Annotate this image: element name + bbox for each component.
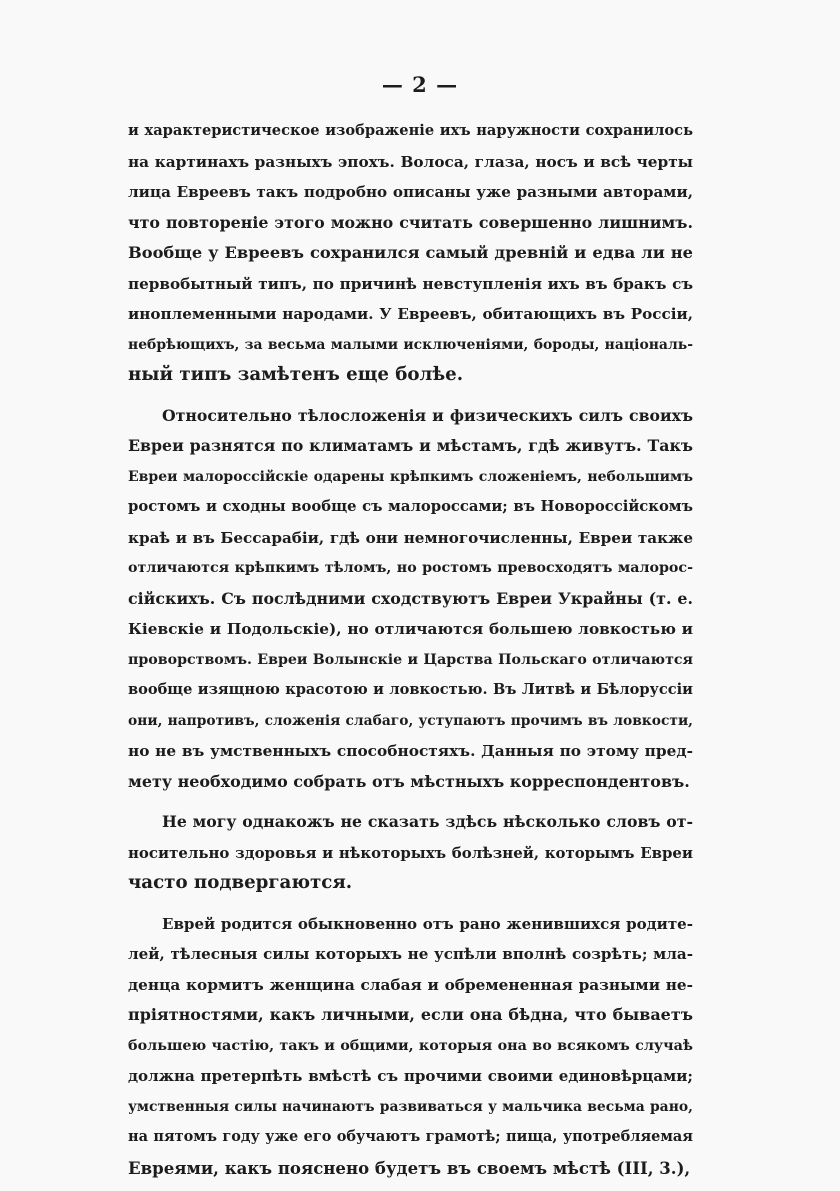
text-line: носительно здоровья и нѣкоторыхъ болѣзней, которымъ Евреи (128, 843, 693, 862)
text-line: небрѣющихъ, за весьма малыми исключеніями, бороды, національ- (128, 336, 693, 353)
text-line: Евреями, какъ пояснено будетъ въ своемъ мѣстѣ (III, 3.), (128, 1157, 691, 1178)
text-line: вообще изящною красотою и ловкостью. Въ Литвѣ и Бѣлоруссіи (128, 681, 693, 698)
text-line: на картинахъ разныхъ эпохъ. Волоса, глаза, носъ и всѣ черты (128, 152, 693, 171)
page-number: — 2 — (381, 72, 459, 97)
text-line: сійскихъ. Съ послѣдними сходствуютъ Евреи Украйны (т. е. (128, 588, 693, 608)
text-line: денца кормитъ женщина слабая и обремененная разными не- (128, 975, 693, 994)
text-line: Евреи малороссійскіе одарены крѣпкимъ сложеніемъ, небольшимъ (128, 468, 693, 485)
text-line: первобытный типъ, по причинѣ невступленія ихъ въ бракъ съ (128, 274, 693, 293)
text-line: Еврей родится обыкновенно отъ рано женившихся родите- (162, 914, 693, 933)
text-line: часто подвергаются. (128, 872, 353, 893)
text-line: ный типъ замѣтенъ еще болѣе. (128, 364, 464, 385)
paragraph (128, 116, 693, 391)
text-line: Не могу однакожъ не сказать здѣсь нѣсколько словъ от- (162, 812, 693, 831)
text-line: Относительно тѣлосложенія и физическихъ силъ своихъ (162, 405, 693, 425)
paragraph (128, 807, 693, 899)
text-line: они, напротивъ, сложенія слабаго, уступаютъ прочимъ въ ловкости, (128, 712, 693, 729)
text-line: на пятомъ году уже его обучаютъ грамотѣ; пища, употребляемая (128, 1128, 693, 1145)
text-line: ростомъ и сходны вообще съ малороссами; въ Новороссійскомъ (128, 498, 693, 515)
text-line: иноплеменными народами. У Евреевъ, обитающихъ въ Россіи, (128, 305, 693, 323)
text-line: должна претерпѣть вмѣстѣ съ прочими своими единовѣрцами; (128, 1067, 693, 1085)
text-line: что повтореніе этого можно считать совершенно лишнимъ. (128, 212, 693, 232)
text-line: пріятностями, какъ личными, если она бѣдна, что бываетъ (128, 1005, 693, 1024)
text-line: большею частію, такъ и общими, которыя она во всякомъ случаѣ (128, 1037, 693, 1054)
text-line: Евреи разнятся по климатамъ и мѣстамъ, гдѣ живутъ. Такъ (128, 436, 693, 455)
text-line: Вообще у Евреевъ сохранился самый древній и едва ли не (128, 243, 693, 262)
text-line: лей, тѣлесныя силы которыхъ не успѣли вполнѣ созрѣть; мла- (128, 945, 693, 963)
body-text (128, 116, 693, 1183)
text-line: умственныя силы начинаютъ развиваться у мальчика весьма рано, (128, 1098, 693, 1115)
paragraph (128, 401, 693, 798)
text-line: Кіевскіе и Подольскіе), но отличаются большею ловкостью и (128, 620, 693, 638)
text-line: лица Евреевъ такъ подробно описаны уже разными авторами, (128, 183, 693, 201)
paragraph (128, 909, 693, 1184)
text-line: отличаются крѣпкимъ тѣломъ, но ростомъ превосходятъ малорос- (128, 560, 693, 576)
text-line: мету необходимо собрать отъ мѣстныхъ корреспондентовъ. (128, 771, 690, 791)
text-line: краѣ и въ Бессарабіи, гдѣ они немногочисленны, Евреи также (128, 528, 693, 547)
text-line: и характеристическое изображеніе ихъ наружности сохранилось (128, 122, 693, 139)
text-line: проворствомъ. Евреи Волынскіе и Царства Польскаго отличаются (128, 651, 693, 668)
text-line: но не въ умственныхъ способностяхъ. Данныя по этому пред- (128, 742, 693, 760)
